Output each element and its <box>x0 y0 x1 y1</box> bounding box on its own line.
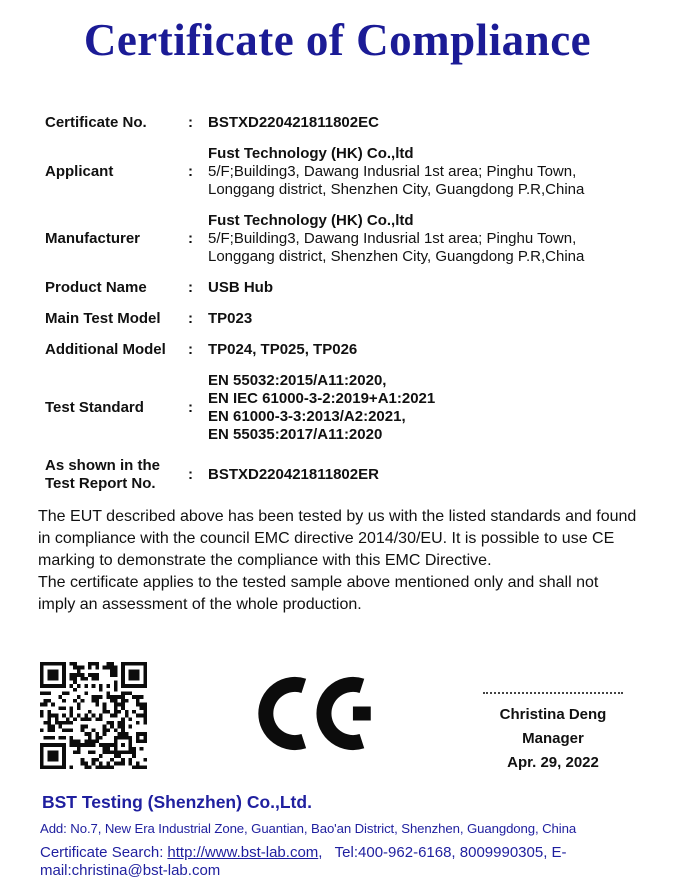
certificate-page <box>0 12 675 879</box>
marks-row <box>38 662 637 775</box>
signature-date: Apr. 29, 2022 <box>507 754 599 771</box>
lab-company-name: BST Testing (Shenzhen) Co.,Ltd. <box>42 792 312 812</box>
field-row-additional-model <box>45 341 637 359</box>
test-standard-line: EN 55035:2017/A11:2020 <box>208 426 383 443</box>
certificate-search-line <box>40 844 637 880</box>
field-row-manufacturer <box>45 212 637 266</box>
certificate-search-link[interactable]: http://www.bst-lab.com <box>167 844 319 861</box>
certificate-search-label: Certificate Search: <box>40 844 164 861</box>
applicant-address: 5/F;Building3, Dawang Indusrial 1st area; Pinghu Town, Longgang district, Shenzhen City, Guangdong P.R,China <box>208 163 585 198</box>
field-label: As shown in the Test Report No. <box>45 457 161 492</box>
field-label: Applicant <box>45 163 114 180</box>
statement-paragraph-1: The EUT described above has been tested by us with the listed standards and found in compliance with the council EMC directive 2014/30/EU. It is possible to use CE marking to demonstrate the compliance with this EMC Directive. <box>38 508 637 569</box>
field-label: Certificate No. <box>45 114 147 131</box>
field-colon: : <box>188 114 193 131</box>
signature-block <box>469 692 637 775</box>
footer <box>38 791 637 880</box>
field-label: Additional Model <box>45 341 166 358</box>
statement-paragraph-2: The certificate applies to the tested sample above mentioned only and shall not imply an assessment of the whole production. <box>38 574 599 613</box>
field-value: TP024, TP025, TP026 <box>208 341 358 358</box>
ce-mark-icon <box>257 676 372 751</box>
field-row-certificate-no <box>45 114 637 132</box>
signature-dotted-line <box>483 692 623 694</box>
footer-contact-info: , Tel:400-962-6168, 8009990305, E-mail:christina@bst-lab.com <box>40 844 567 879</box>
field-row-main-test-model <box>45 310 637 328</box>
signer-role: Manager <box>522 730 584 747</box>
field-colon: : <box>188 399 193 416</box>
compliance-statement <box>38 506 637 616</box>
qr-code-image <box>40 662 147 769</box>
manufacturer-address: 5/F;Building3, Dawang Indusrial 1st area; Pinghu Town, Longgang district, Shenzhen City, Guangdong P.R,China <box>208 230 585 265</box>
certificate-fields <box>38 114 637 493</box>
field-row-test-report-no <box>45 457 637 493</box>
field-label: Manufacturer <box>45 230 141 247</box>
field-value: TP023 <box>208 310 253 327</box>
field-value <box>208 212 637 266</box>
page-title: Certificate of Compliance <box>83 15 592 65</box>
field-value <box>208 372 637 444</box>
field-colon: : <box>188 230 193 247</box>
test-standard-line: EN IEC 61000-3-2:2019+A1:2021 <box>208 390 436 407</box>
lab-address: Add: No.7, New Era Industrial Zone, Guantian, Bao'an District, Shenzhen, Guangdong, China <box>40 821 577 836</box>
field-colon: : <box>188 310 193 327</box>
field-row-applicant <box>45 145 637 199</box>
field-value: BSTXD220421811802ER <box>208 466 379 483</box>
field-colon: : <box>188 163 193 180</box>
signer-name: Christina Deng <box>499 706 607 723</box>
test-standard-line: EN 61000-3-3:2013/A2:2021, <box>208 408 406 425</box>
field-colon: : <box>188 466 193 483</box>
field-label: Test Standard <box>45 399 144 416</box>
field-row-test-standard <box>45 372 637 444</box>
field-colon: : <box>188 279 193 296</box>
test-standard-line: EN 55032:2015/A11:2020, <box>208 372 387 389</box>
field-value <box>208 145 637 199</box>
field-value: BSTXD220421811802EC <box>208 114 379 131</box>
field-value: USB Hub <box>208 279 273 296</box>
applicant-company: Fust Technology (HK) Co.,ltd <box>208 145 414 162</box>
field-label: Main Test Model <box>45 310 161 327</box>
field-colon: : <box>188 341 193 358</box>
field-row-product-name <box>45 279 637 297</box>
manufacturer-company: Fust Technology (HK) Co.,ltd <box>208 212 414 229</box>
field-label: Product Name <box>45 279 147 296</box>
